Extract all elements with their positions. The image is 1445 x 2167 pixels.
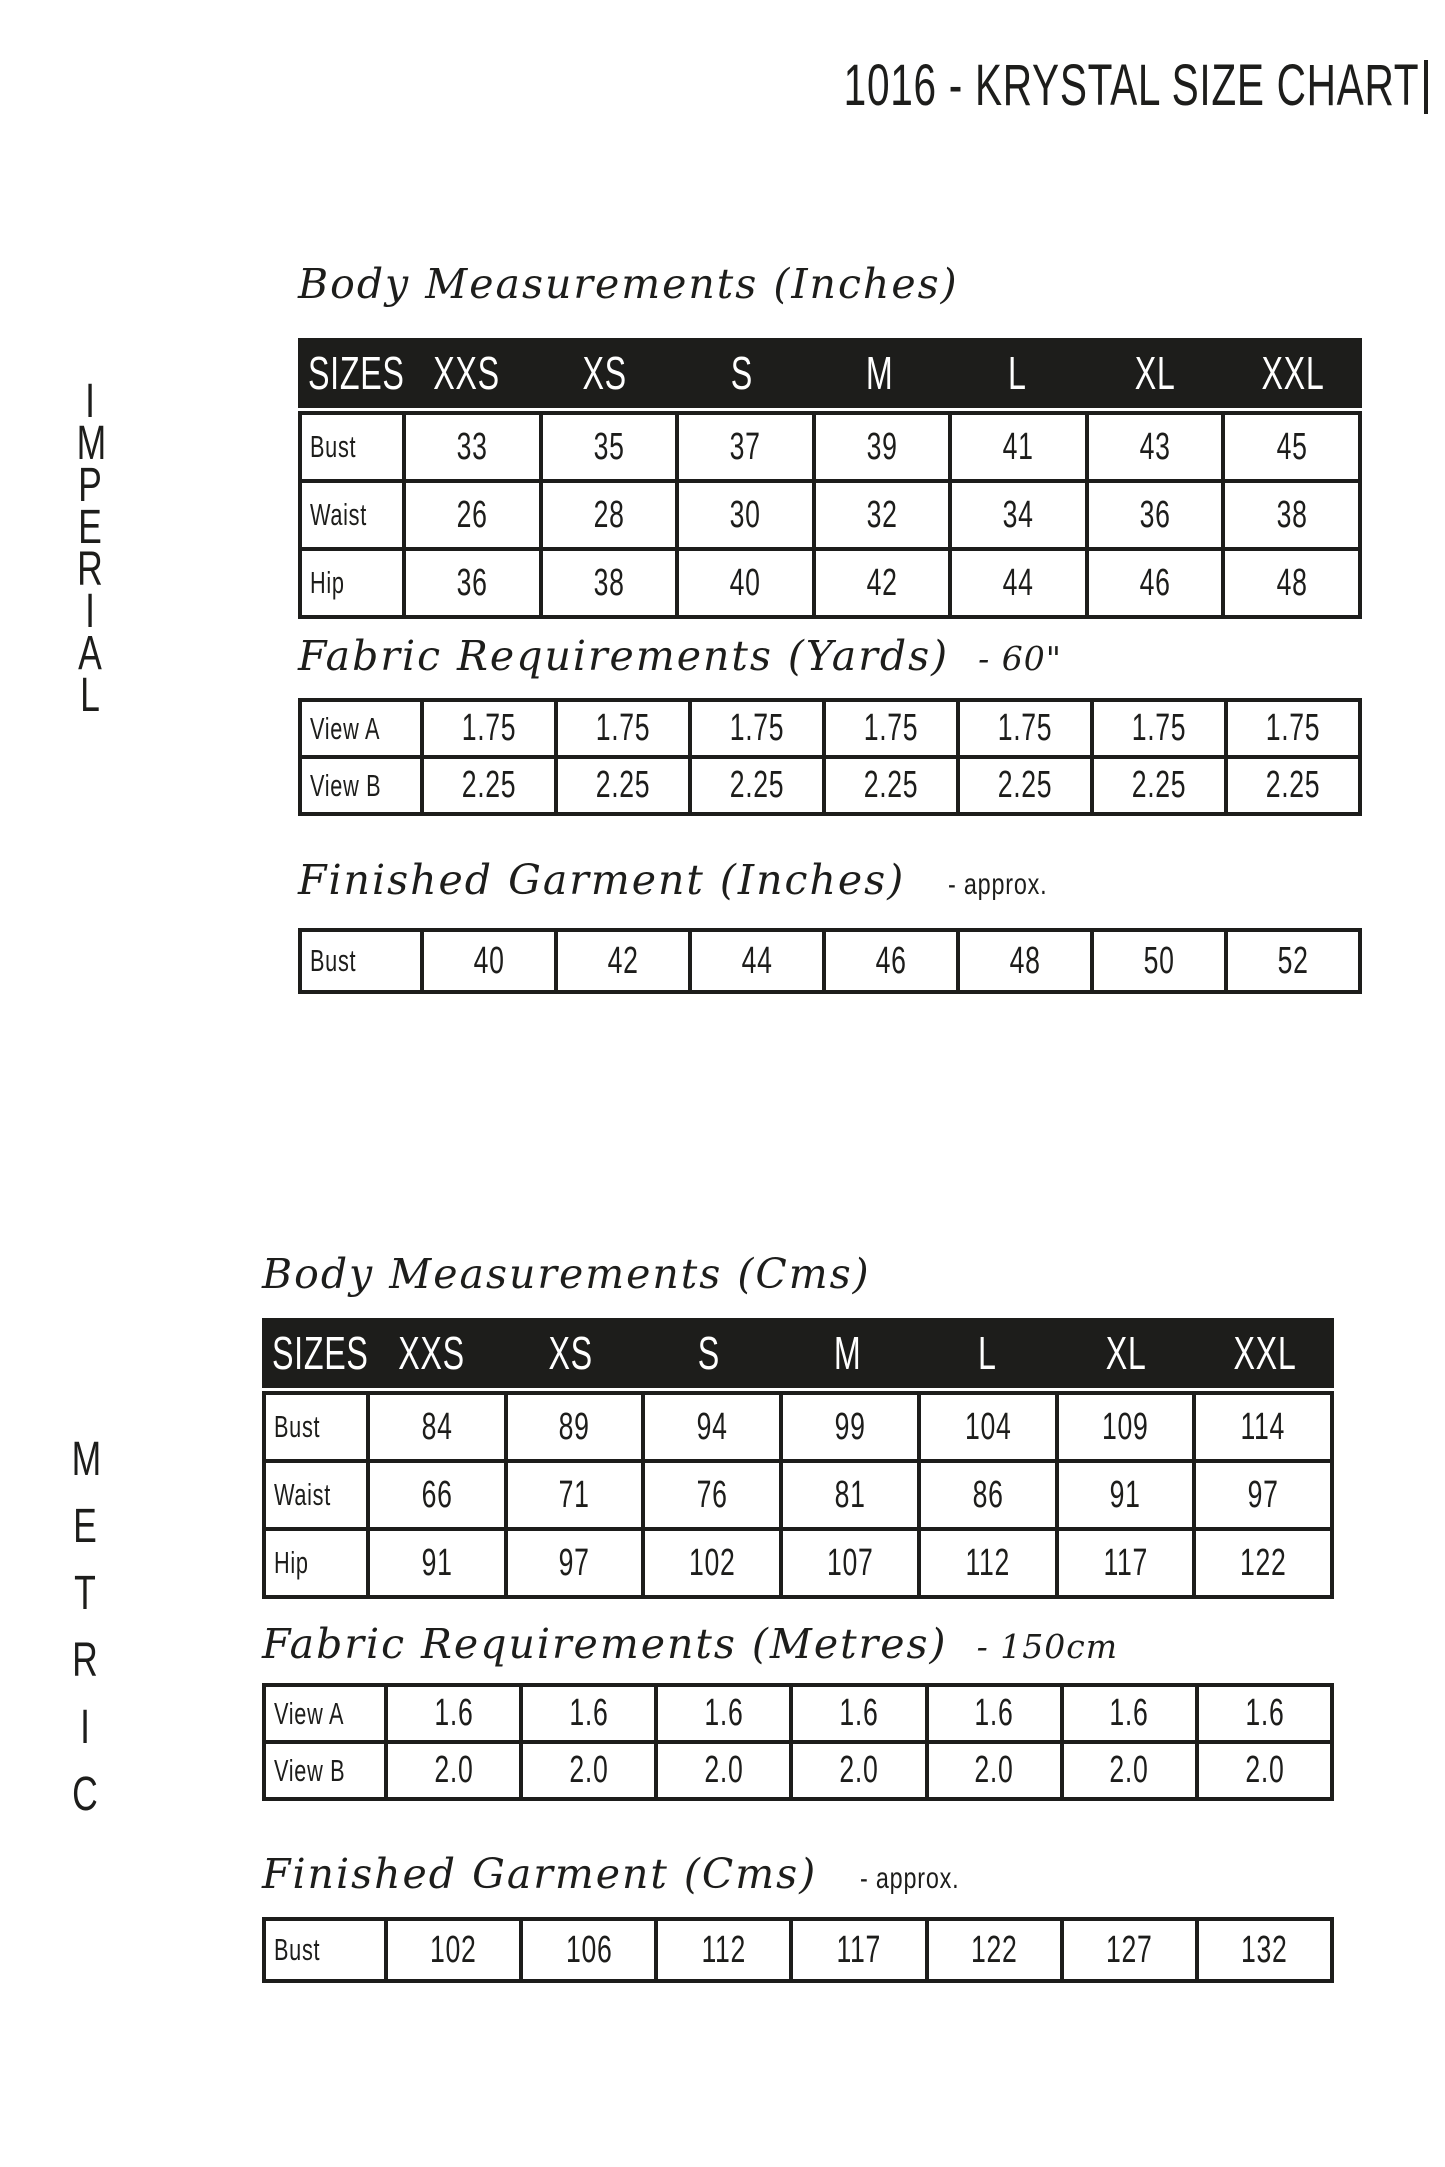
table-body-measurements-imperial (298, 338, 1362, 619)
value-cell (679, 415, 812, 479)
value-text: 2.25 (1131, 764, 1187, 806)
value-text: 106 (565, 1928, 612, 1971)
heading-body-measurements-metric (262, 1248, 871, 1300)
value-text: 1.6 (1244, 1692, 1284, 1734)
value-text: 102 (430, 1928, 477, 1971)
value-cell (645, 1395, 779, 1459)
value-cell (921, 1395, 1055, 1459)
value-text: 48 (1276, 561, 1308, 604)
row-label-text: Bust (310, 943, 357, 978)
size-header-m (779, 1326, 918, 1380)
table-finished-garment-metric (262, 1917, 1334, 1983)
value-text: 39 (866, 425, 898, 468)
value-text: 42 (607, 939, 639, 982)
value-cell (921, 1463, 1055, 1527)
row-label-text: Bust (274, 1409, 321, 1444)
value-text: 132 (1241, 1928, 1288, 1971)
value-cell (960, 702, 1090, 755)
size-header-m (811, 346, 949, 400)
value-cell (1199, 1687, 1330, 1740)
value-text: 91 (1109, 1473, 1141, 1516)
title-cursor-artifact (1424, 60, 1428, 114)
row-label-text: Hip (274, 1545, 309, 1580)
row-label-text: View A (274, 1695, 345, 1731)
row-label-text: View B (310, 767, 382, 803)
value-text: 112 (701, 1928, 747, 1971)
size-header-s (673, 346, 811, 400)
value-cell (523, 1921, 654, 1979)
value-text: 94 (696, 1405, 728, 1448)
value-text: 28 (593, 493, 625, 536)
value-cell (1196, 1395, 1330, 1459)
value-text: 97 (559, 1541, 591, 1584)
heading-fabric-requirements-imperial (298, 630, 1062, 685)
size-header-xl (1056, 1326, 1195, 1380)
heading-suffix: - 60" (978, 639, 1062, 678)
value-text: 112 (965, 1541, 1010, 1584)
value-cell (921, 1531, 1055, 1595)
value-cell (1064, 1921, 1195, 1979)
value-cell (370, 1463, 504, 1527)
value-text: 107 (826, 1541, 874, 1584)
value-text: 102 (689, 1541, 736, 1584)
value-cell (1094, 702, 1224, 755)
size-header-xxl (1224, 346, 1362, 400)
value-cell (406, 551, 539, 615)
value-text: 71 (559, 1473, 591, 1516)
row-label-bust (302, 415, 402, 479)
value-text: 2.0 (1109, 1749, 1149, 1791)
table-body (262, 1917, 1334, 1983)
value-text: 2.25 (595, 764, 651, 806)
value-cell (1228, 702, 1358, 755)
value-text: 2.0 (434, 1749, 474, 1791)
row-label-bust (266, 1395, 366, 1459)
value-text: 104 (964, 1405, 1011, 1448)
heading-finished-garment-metric (262, 1848, 974, 1905)
value-cell (658, 1744, 789, 1797)
value-cell (929, 1921, 1060, 1979)
value-text: 117 (1103, 1541, 1148, 1584)
size-header-xs (501, 1326, 640, 1380)
value-cell (658, 1687, 789, 1740)
value-cell (658, 1921, 789, 1979)
table-body (262, 1683, 1334, 1801)
value-cell (1199, 1921, 1330, 1979)
value-text: 1.75 (461, 707, 517, 749)
value-cell (816, 551, 949, 615)
row-label-text: View A (310, 710, 381, 746)
row-label-text: Waist (274, 1477, 331, 1512)
heading-text: Fabric Requirements (Yards) (298, 632, 950, 680)
row-label-bust (266, 1921, 384, 1979)
value-cell (783, 1395, 917, 1459)
value-text: 2.0 (974, 1749, 1014, 1791)
header-label: M (866, 347, 894, 399)
value-cell (1094, 932, 1224, 990)
value-text: 52 (1277, 939, 1309, 982)
value-cell (558, 702, 688, 755)
value-cell (692, 702, 822, 755)
value-text: 109 (1102, 1405, 1149, 1448)
value-cell (508, 1531, 642, 1595)
value-text: 122 (970, 1928, 1018, 1971)
table-fabric-requirements-imperial (298, 698, 1362, 816)
row-label-hip (266, 1531, 366, 1595)
value-cell (1196, 1463, 1330, 1527)
table-header-row (298, 338, 1362, 408)
value-cell (543, 483, 676, 547)
value-cell (1059, 1531, 1193, 1595)
value-text: 2.0 (1244, 1749, 1284, 1791)
table-body-measurements-metric (262, 1318, 1334, 1599)
value-cell (558, 759, 688, 812)
header-label: XXS (433, 347, 501, 399)
value-cell (1228, 759, 1358, 812)
value-cell (1089, 415, 1222, 479)
heading-suffix: - 150cm (976, 1627, 1118, 1666)
value-text: 122 (1239, 1541, 1287, 1584)
size-header-xs (536, 346, 674, 400)
value-text: 38 (1276, 493, 1308, 536)
value-cell (1225, 415, 1358, 479)
table-header-row (262, 1318, 1334, 1388)
table-fabric-requirements-metric (262, 1683, 1334, 1801)
value-cell (1199, 1744, 1330, 1797)
heading-text: Finished Garment (Inches) (298, 856, 906, 904)
value-text: 2.25 (729, 764, 785, 806)
value-text: 86 (972, 1473, 1004, 1516)
value-cell (508, 1395, 642, 1459)
header-label: XS (582, 347, 627, 399)
value-cell (645, 1531, 779, 1595)
size-header-xxs (362, 1326, 501, 1380)
header-label: SIZES (308, 347, 405, 399)
value-cell (692, 932, 822, 990)
value-text: 37 (729, 425, 761, 468)
value-text: 42 (866, 561, 898, 604)
value-text: 43 (1139, 425, 1171, 468)
value-text: 89 (559, 1405, 591, 1448)
value-cell (952, 483, 1085, 547)
size-header-l (949, 346, 1087, 400)
side-label-imperial: IMPERIAL (76, 375, 107, 722)
row-label-waist (266, 1463, 366, 1527)
row-label-waist (302, 483, 402, 547)
value-text: 2.25 (461, 764, 517, 806)
heading-suffix (846, 1862, 973, 1895)
value-text: 117 (836, 1928, 882, 1971)
heading-fabric-requirements-metric (262, 1618, 1118, 1673)
row-label-view-a (302, 702, 420, 755)
value-cell (388, 1921, 519, 1979)
value-cell (960, 759, 1090, 812)
value-cell (1059, 1463, 1193, 1527)
value-cell (1225, 551, 1358, 615)
value-cell (1228, 932, 1358, 990)
value-text: 1.6 (1109, 1692, 1149, 1734)
value-text: 26 (456, 493, 488, 536)
table-body (298, 698, 1362, 816)
value-cell (952, 415, 1085, 479)
value-text: 36 (1139, 493, 1171, 536)
header-label: L (1008, 347, 1028, 399)
value-text: 97 (1247, 1473, 1279, 1516)
heading-text: Fabric Requirements (Metres) (262, 1620, 948, 1668)
value-cell (424, 702, 554, 755)
value-text: 2.0 (569, 1749, 609, 1791)
value-cell (826, 759, 956, 812)
value-cell (793, 1744, 924, 1797)
value-cell (679, 483, 812, 547)
sizes-header-cell (262, 1326, 369, 1380)
value-text: 1.75 (863, 707, 919, 749)
value-cell (1089, 483, 1222, 547)
value-cell (1089, 551, 1222, 615)
value-text: 50 (1143, 939, 1175, 982)
row-label-view-b (302, 759, 420, 812)
value-text: 84 (421, 1405, 453, 1448)
heading-suffix-text: - approx. (860, 1862, 960, 1895)
value-text: 99 (834, 1405, 866, 1448)
value-text: 1.75 (997, 707, 1053, 749)
row-label-view-b (266, 1744, 384, 1797)
header-label: XXS (398, 1327, 465, 1379)
table-body (262, 1391, 1334, 1599)
value-text: 46 (1139, 561, 1171, 604)
value-cell (929, 1687, 1060, 1740)
table-body (298, 411, 1362, 619)
header-label: XXL (1233, 1327, 1297, 1379)
value-cell (793, 1921, 924, 1979)
value-cell (424, 932, 554, 990)
value-text: 2.25 (1265, 764, 1321, 806)
value-text: 2.0 (704, 1749, 744, 1791)
value-cell (793, 1687, 924, 1740)
row-label-hip (302, 551, 402, 615)
header-label: XL (1135, 347, 1176, 399)
value-text: 81 (834, 1473, 866, 1516)
value-cell (816, 483, 949, 547)
row-label-text: Bust (274, 1932, 321, 1967)
row-label-text: View B (274, 1752, 346, 1788)
value-text: 1.6 (704, 1692, 744, 1734)
heading-text: Body Measurements (Cms) (262, 1250, 871, 1298)
value-text: 114 (1240, 1405, 1286, 1448)
header-label: XL (1105, 1327, 1147, 1379)
header-label: M (834, 1327, 862, 1379)
value-text: 2.25 (997, 764, 1053, 806)
value-cell (783, 1531, 917, 1595)
value-cell (1225, 483, 1358, 547)
size-header-xxl (1195, 1326, 1334, 1380)
value-text: 46 (875, 939, 907, 982)
row-label-text: Hip (310, 565, 345, 600)
value-cell (692, 759, 822, 812)
table-body (298, 928, 1362, 994)
value-text: 35 (593, 425, 625, 468)
header-label: SIZES (272, 1327, 369, 1379)
side-label-metric: METRIC (71, 1433, 102, 1821)
value-text: 44 (1003, 561, 1035, 604)
row-label-text: Waist (310, 497, 367, 532)
value-text: 40 (729, 561, 761, 604)
value-text: 38 (593, 561, 625, 604)
header-label: S (731, 347, 754, 399)
value-cell (952, 551, 1085, 615)
value-cell (826, 932, 956, 990)
value-text: 32 (866, 493, 898, 536)
value-cell (508, 1463, 642, 1527)
value-text: 30 (729, 493, 761, 536)
heading-finished-garment-imperial (298, 854, 1062, 911)
heading-body-measurements-imperial (298, 258, 959, 310)
value-cell (1196, 1531, 1330, 1595)
value-cell (523, 1687, 654, 1740)
value-text: 1.6 (839, 1692, 879, 1734)
value-cell (424, 759, 554, 812)
value-cell (1059, 1395, 1193, 1459)
value-cell (370, 1395, 504, 1459)
sizes-header-cell (298, 346, 405, 400)
value-text: 1.75 (1265, 707, 1321, 749)
value-text: 48 (1009, 939, 1041, 982)
value-text: 1.75 (729, 707, 785, 749)
header-label: L (977, 1327, 997, 1379)
row-label-view-a (266, 1687, 384, 1740)
value-text: 91 (421, 1541, 453, 1584)
value-text: 1.6 (974, 1692, 1014, 1734)
value-cell (406, 415, 539, 479)
value-cell (960, 932, 1090, 990)
value-text: 40 (473, 939, 505, 982)
size-header-s (640, 1326, 779, 1380)
value-cell (826, 702, 956, 755)
value-text: 76 (696, 1473, 728, 1516)
value-text: 66 (421, 1473, 453, 1516)
value-text: 44 (741, 939, 773, 982)
value-text: 2.0 (839, 1749, 879, 1791)
value-text: 34 (1003, 493, 1035, 536)
value-cell (929, 1744, 1060, 1797)
value-text: 33 (456, 425, 488, 468)
heading-text: Body Measurements (Inches) (298, 260, 959, 308)
page-title-text: 1016 - KRYSTAL SIZE CHART (843, 53, 1419, 118)
value-cell (523, 1744, 654, 1797)
value-cell (1094, 759, 1224, 812)
header-label: XXL (1261, 347, 1325, 399)
value-cell (558, 932, 688, 990)
value-text: 36 (456, 561, 488, 604)
size-header-xl (1087, 346, 1225, 400)
value-text: 1.75 (1131, 707, 1187, 749)
table-finished-garment-imperial (298, 928, 1362, 994)
heading-suffix-text: - approx. (948, 868, 1048, 901)
size-header-l (917, 1326, 1056, 1380)
header-label: XS (548, 1327, 593, 1379)
value-cell (388, 1687, 519, 1740)
value-text: 127 (1106, 1928, 1153, 1971)
value-text: 45 (1276, 425, 1308, 468)
value-cell (370, 1531, 504, 1595)
value-cell (1064, 1744, 1195, 1797)
value-text: 1.6 (569, 1692, 609, 1734)
page-title (597, 53, 1419, 118)
value-cell (543, 415, 676, 479)
value-text: 2.25 (863, 764, 919, 806)
value-text: 41 (1003, 425, 1035, 468)
heading-suffix (934, 868, 1061, 901)
header-label: S (698, 1327, 721, 1379)
value-text: 1.75 (595, 707, 651, 749)
value-cell (816, 415, 949, 479)
value-cell (783, 1463, 917, 1527)
row-label-bust (302, 932, 420, 990)
value-text: 1.6 (434, 1692, 474, 1734)
size-header-xxs (398, 346, 536, 400)
value-cell (1064, 1687, 1195, 1740)
value-cell (388, 1744, 519, 1797)
value-cell (645, 1463, 779, 1527)
heading-text: Finished Garment (Cms) (262, 1850, 818, 1898)
value-cell (679, 551, 812, 615)
value-cell (406, 483, 539, 547)
row-label-text: Bust (310, 429, 357, 464)
value-cell (543, 551, 676, 615)
